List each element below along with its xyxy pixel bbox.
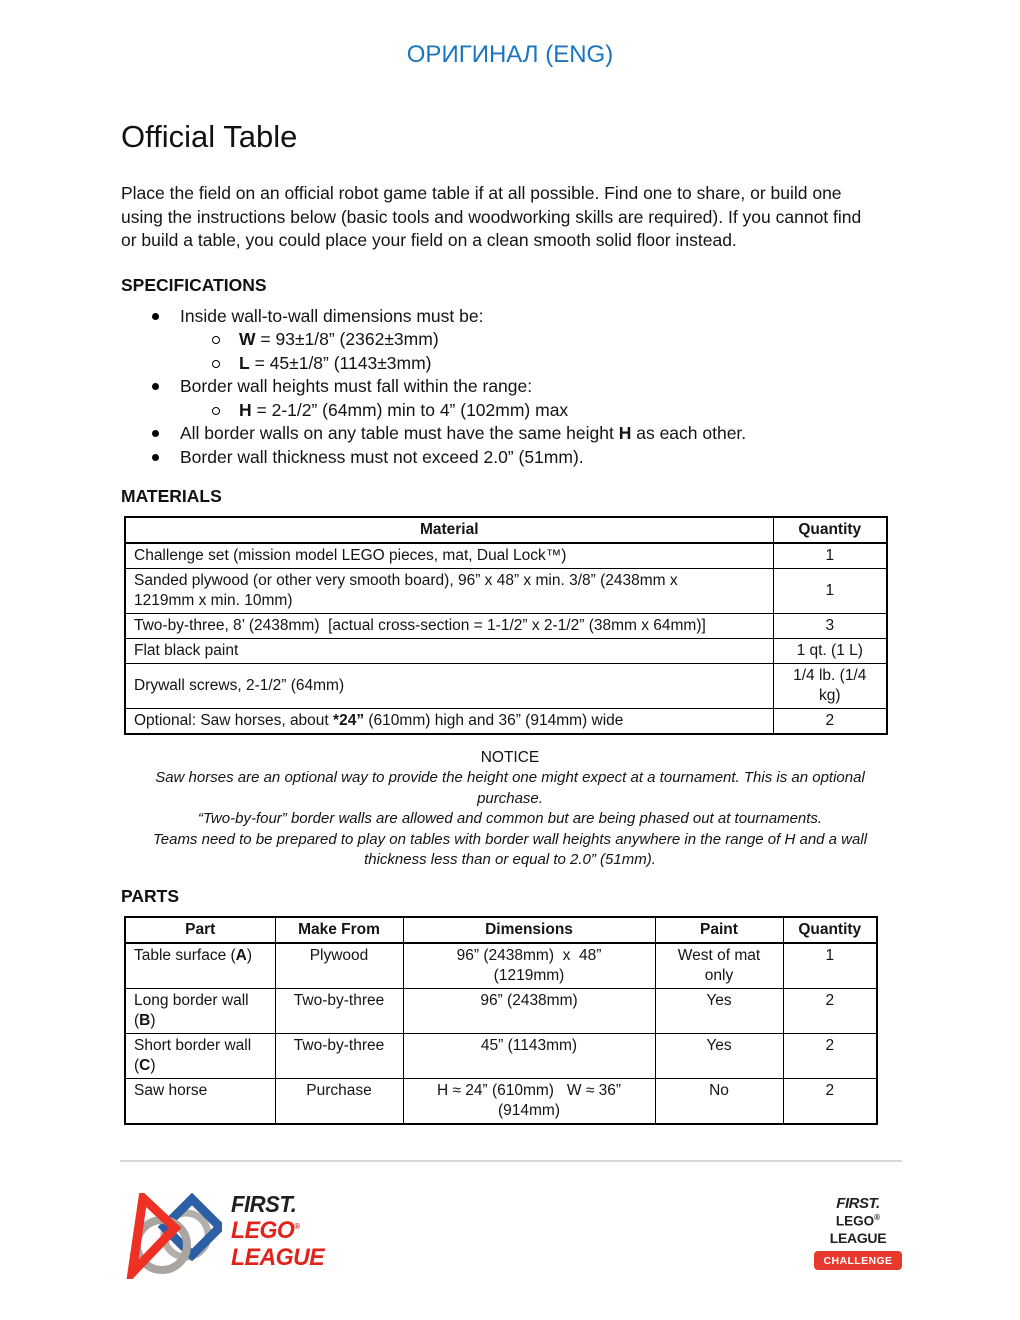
notice-line: “Two-by-four” border walls are allowed and common but are being phased out at tournaments. bbox=[197, 810, 823, 827]
bullet-icon bbox=[152, 313, 159, 320]
cell-line: Long border wall bbox=[134, 991, 249, 1009]
table-cell-part bbox=[125, 988, 275, 1033]
cell-line: (B) bbox=[134, 1011, 156, 1029]
cell-line: West of mat bbox=[677, 946, 761, 964]
spec-list-item bbox=[121, 328, 1020, 352]
table-row bbox=[125, 664, 887, 709]
fll-challenge-logo bbox=[814, 1195, 902, 1270]
notice-block bbox=[140, 747, 880, 871]
table-row bbox=[125, 1078, 877, 1124]
table-row bbox=[125, 639, 887, 664]
table-cell-quantity: 1 bbox=[773, 543, 887, 569]
table-cell-paint bbox=[655, 943, 783, 989]
table-cell-quantity: 1 bbox=[783, 943, 877, 989]
column-header: Part bbox=[125, 917, 275, 943]
spec-item-text: H = 2-1/2” (64mm) min to 4” (102mm) max bbox=[239, 399, 569, 420]
table-cell-quantity: 1 qt. (1 L) bbox=[773, 639, 887, 664]
table-cell-make-from: Two-by-three bbox=[275, 988, 403, 1033]
first-logo-mark-icon bbox=[120, 1193, 222, 1279]
table-cell-quantity bbox=[773, 664, 887, 709]
cell-line: (914mm) bbox=[497, 1101, 560, 1119]
parts-table bbox=[124, 916, 878, 1125]
bullet-icon bbox=[152, 454, 159, 461]
table-cell-quantity: 2 bbox=[773, 709, 887, 735]
fll-first-text: FIRST. bbox=[231, 1191, 297, 1217]
column-header: Make From bbox=[275, 917, 403, 943]
column-header: Material bbox=[125, 517, 773, 543]
cell-line: Table surface (A) bbox=[134, 946, 253, 964]
column-header: Quantity bbox=[773, 517, 887, 543]
circle-bullet-icon bbox=[212, 360, 220, 368]
table-cell-material: Flat black paint bbox=[125, 639, 773, 664]
notice-heading: NOTICE bbox=[480, 749, 540, 766]
table-row bbox=[125, 988, 877, 1033]
table-row bbox=[125, 943, 877, 989]
footer-divider bbox=[120, 1160, 902, 1162]
table-cell-quantity: 2 bbox=[783, 1078, 877, 1124]
table-row bbox=[125, 543, 887, 569]
intro-paragraph: Place the field on an official robot game table if at all possible. Find one to share, or build one using the instructions below (basic tools and woodworking skills are required). If you cannot find or build a table, you could place your field on a clean smooth solid floor instead. bbox=[121, 183, 862, 250]
table-cell-material: Challenge set (mission model LEGO pieces, mat, Dual Lock™) bbox=[125, 543, 773, 569]
table-row bbox=[125, 1033, 877, 1078]
table-cell-make-from: Plywood bbox=[275, 943, 403, 989]
table-cell-quantity: 2 bbox=[783, 988, 877, 1033]
page-footer bbox=[120, 1160, 902, 1279]
specifications-list bbox=[0, 305, 1020, 470]
table-cell-part bbox=[125, 1033, 275, 1078]
parts-header-row bbox=[125, 917, 877, 943]
page-title: Official Table bbox=[121, 119, 298, 154]
materials-table bbox=[124, 516, 888, 735]
language-banner: ОРИГИНАЛ (ENG) bbox=[406, 41, 614, 68]
parts-heading: PARTS bbox=[121, 885, 180, 906]
circle-bullet-icon bbox=[212, 407, 220, 415]
challenge-first-text: FIRST. bbox=[836, 1195, 880, 1212]
cell-line: 1219mm x min. 10mm) bbox=[134, 592, 293, 609]
cell-line: kg) bbox=[818, 687, 841, 704]
cell-line: Short border wall bbox=[134, 1036, 252, 1054]
spec-list-item bbox=[121, 422, 1020, 446]
column-header: Paint bbox=[655, 917, 783, 943]
registered-mark: ® bbox=[874, 1213, 881, 1222]
spec-item-text: W = 93±1/8” (2362±3mm) bbox=[239, 329, 439, 349]
notice-line: Teams need to be prepared to play on tables with border wall heights anywhere in the range of H and a wall thickness less than or equal to 2.0” (51mm). bbox=[152, 830, 868, 868]
column-header: Dimensions bbox=[403, 917, 655, 943]
spec-list-item bbox=[121, 446, 1020, 470]
spec-list-item bbox=[121, 375, 1020, 399]
bullet-icon bbox=[152, 430, 159, 437]
spec-item-text: L = 45±1/8” (1143±3mm) bbox=[239, 352, 432, 373]
table-cell-material: Two-by-three, 8’ (2438mm) [actual cross-section = 1-1/2” x 2-1/2” (38mm x 64mm)] bbox=[125, 614, 773, 639]
circle-bullet-icon bbox=[212, 336, 220, 344]
cell-line: H ≈ 24” (610mm) W ≈ 36” bbox=[436, 1081, 622, 1099]
fll-lego-text: LEGO® bbox=[231, 1217, 300, 1244]
materials-heading: MATERIALS bbox=[121, 486, 222, 506]
table-cell-dimensions: 96” (2438mm) bbox=[403, 988, 655, 1033]
table-row bbox=[125, 709, 887, 735]
table-row bbox=[125, 569, 887, 614]
table-cell-make-from: Purchase bbox=[275, 1078, 403, 1124]
table-cell-part: Saw horse bbox=[125, 1078, 275, 1124]
table-cell-quantity: 1 bbox=[773, 569, 887, 614]
table-cell-dimensions bbox=[403, 1078, 655, 1124]
first-lego-league-logo bbox=[120, 1193, 328, 1279]
challenge-lego-text: LEGO® bbox=[835, 1213, 881, 1229]
table-cell-paint: Yes bbox=[655, 988, 783, 1033]
specifications-heading: SPECIFICATIONS bbox=[121, 274, 267, 295]
cell-line: only bbox=[704, 966, 734, 984]
materials-header-row bbox=[125, 517, 887, 543]
spec-item-text: Border wall thickness must not exceed 2.0” (51mm). bbox=[180, 446, 584, 467]
spec-list-item bbox=[121, 399, 1020, 423]
table-cell-paint: Yes bbox=[655, 1033, 783, 1078]
table-cell-quantity: 3 bbox=[773, 614, 887, 639]
cell-line: Sanded plywood (or other very smooth board), 96” x 48” x min. 3/8” (2438mm x bbox=[134, 572, 678, 589]
spec-list-item bbox=[121, 305, 1020, 329]
challenge-badge: CHALLENGE bbox=[814, 1251, 902, 1270]
cell-line: (1219mm) bbox=[493, 966, 565, 984]
notice-lines bbox=[140, 768, 880, 871]
bullet-icon bbox=[152, 383, 159, 390]
table-cell-dimensions: 45” (1143mm) bbox=[403, 1033, 655, 1078]
table-cell-quantity: 2 bbox=[783, 1033, 877, 1078]
spec-item-text: Inside wall-to-wall dimensions must be: bbox=[180, 305, 484, 326]
table-cell-part bbox=[125, 943, 275, 989]
spec-item-text: All border walls on any table must have the same height H as each other. bbox=[180, 423, 747, 443]
table-cell-material bbox=[125, 709, 773, 735]
spec-item-text: Border wall heights must fall within the range: bbox=[180, 376, 533, 396]
cell-line: 1/4 lb. (1/4 bbox=[793, 667, 867, 684]
fll-league-text: LEAGUE bbox=[231, 1244, 325, 1271]
table-cell-dimensions bbox=[403, 943, 655, 989]
table-cell-material: Drywall screws, 2-1/2” (64mm) bbox=[125, 664, 773, 709]
table-cell-material bbox=[125, 569, 773, 614]
notice-line: Saw horses are an optional way to provide the height one might expect at a tournament. This is an optional purchase. bbox=[155, 769, 865, 807]
table-row bbox=[125, 614, 887, 639]
challenge-league-text: LEAGUE bbox=[829, 1229, 887, 1246]
cell-line: Optional: Saw horses, about *24” (610mm) high and 36” (914mm) wide bbox=[134, 712, 624, 729]
table-cell-paint: No bbox=[655, 1078, 783, 1124]
cell-line: 96” (2438mm) x 48” bbox=[456, 946, 602, 964]
column-header: Quantity bbox=[783, 917, 877, 943]
spec-list-item bbox=[121, 352, 1020, 376]
table-cell-make-from: Two-by-three bbox=[275, 1033, 403, 1078]
registered-mark: ® bbox=[294, 1222, 300, 1231]
cell-line: (C) bbox=[134, 1056, 156, 1074]
